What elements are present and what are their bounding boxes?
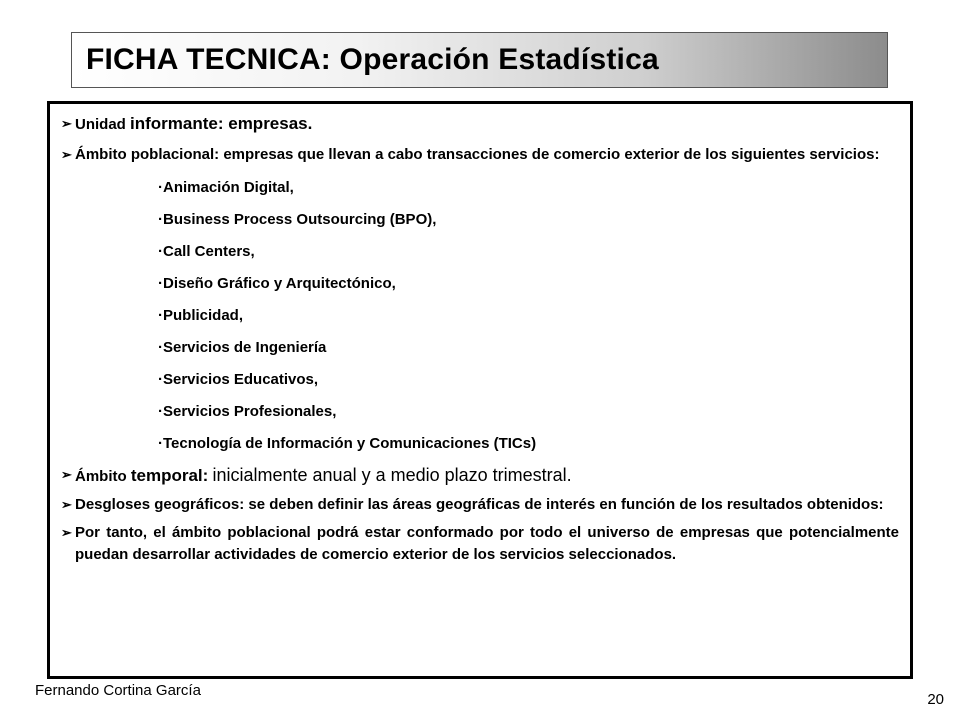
bullet-ambito-temporal-small: Ámbito [75,468,127,485]
title-banner [71,32,888,88]
arrow-bullet-icon: ➢ [61,525,72,540]
bullet-por-tanto-text: Por tanto, el ámbito poblacional podrá estar conformado por todo el universo de empresas que potencialmente puedan desarrollar actividades de comercio exterior de los servicios seleccionados. [75,524,899,563]
service-item: ·Business Process Outsourcing (BPO), [158,211,437,228]
bullet-ambito-temporal-colon: : [202,466,209,485]
arrow-bullet-icon: ➢ [61,116,72,131]
services-list [61,172,899,460]
bullet-unidad-small: Unidad [75,116,126,133]
arrow-bullet-icon: ➢ [61,147,72,162]
bullet-ambito-temporal-big: temporal [130,466,203,485]
service-item: ·Diseño Gráfico y Arquitectónico, [158,275,396,292]
bullet-ambito-temporal-rest: inicialmente anual y a medio plazo trimestral. [212,465,572,485]
page-title: FICHA TECNICA: Operación Estadística [86,43,659,76]
page-number: 20 [927,691,944,708]
content-panel [47,101,913,679]
bullet-desgloses-text: Desgloses geográficos: se deben definir las áreas geográficas de interés en función de los resultados obtenidos: [75,496,884,513]
footer-author: Fernando Cortina García [35,682,201,699]
bullet-unidad-end: . [307,114,313,133]
bullet-unidad [61,113,899,136]
service-item: ·Call Centers, [158,243,255,260]
service-item: ·Tecnología de Información y Comunicaciones (TICs) [158,435,537,452]
bullet-por-tanto [61,522,899,566]
arrow-bullet-icon: ➢ [61,467,72,482]
bullet-ambito-temporal [61,464,899,488]
bullet-ambito-poblacional [61,144,899,166]
bullet-ambito-poblacional-text: Ámbito poblacional: empresas que llevan a cabo transacciones de comercio exterior de los siguientes servicios: [75,146,880,163]
service-item: ·Publicidad, [158,307,244,324]
bullet-desgloses [61,494,899,516]
arrow-bullet-icon: ➢ [61,497,72,512]
service-item: ·Servicios de Ingeniería [158,339,327,356]
service-item: ·Servicios Profesionales, [158,403,337,420]
service-item: ·Servicios Educativos, [158,371,319,388]
bullet-unidad-big: informante: empresas [130,114,308,133]
service-item: ·Animación Digital, [158,179,294,196]
